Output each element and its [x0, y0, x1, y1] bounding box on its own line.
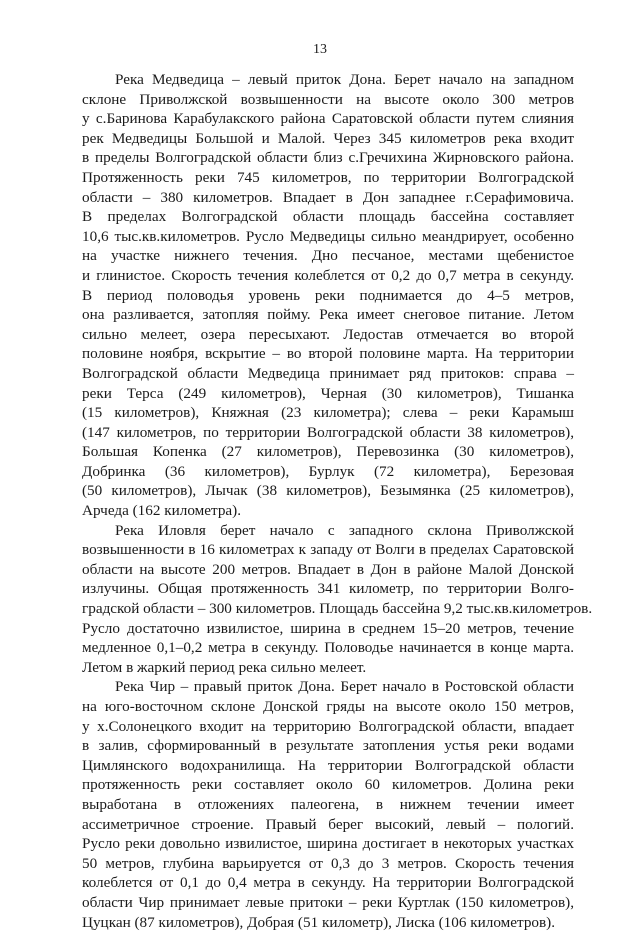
text-line: Река Медведица – левый приток Дона. Берет начало на западном	[115, 71, 574, 88]
text-line: она разливается, затопляя пойму. Река имеет снеговое питание. Летом	[82, 306, 574, 324]
text-line: 50 метров, глубина варьируется от 0,3 до 3 метров. Скорость течения	[82, 854, 574, 872]
text-line: в пределы Волгоградской области близ с.Гречихина Жирновского района.	[82, 149, 574, 167]
text-line: Цуцкан (87 километров), Добрая (51 километр), Лиска (106 километров).	[82, 913, 556, 931]
text-line: на юго-восточном склоне Донской гряды на высоте около 150 метров,	[82, 698, 574, 715]
text-line: Русло реки довольно извилистое, ширина достигает в некоторых участках	[82, 835, 574, 853]
text-line: протяженность реки составляет около 60 километров. Долина реки	[82, 776, 574, 794]
text-line: (50 километров), Лычак (38 километров), Безымянка (25 километров),	[82, 482, 574, 500]
text-line: рек Медведицы Большой и Малой. Через 345 километров река входит	[82, 129, 574, 147]
text-line: излучины. Общая протяженность 341 километр, по территории Волго-	[82, 580, 574, 598]
text-line: области на высоте 200 метров. Впадает в Дон в районе Малой Донской	[82, 560, 574, 578]
text-line: Добринка (36 километров), Бурлук (72 километра), Березовая	[82, 462, 574, 480]
text-line: медленное 0,1–0,2 метра в секунду. Половодье начинается в конце марта.	[82, 639, 574, 657]
text-line: Летом в жаркий период река сильно мелеет.	[82, 658, 367, 676]
document-body	[82, 70, 593, 932]
text-line: Река Чир – правый приток Дона. Берет начало в Ростовской области	[115, 678, 574, 696]
page-number: 13	[313, 42, 327, 57]
text-line: на участке нижнего течения. Дно песчаное, местами щебенистое	[82, 247, 574, 265]
text-line: ассиметричное строение. Правый берег высокий, левый – пологий.	[82, 815, 574, 833]
text-line: у х.Солонецкого входит на территорию Волгоградской области, впадает	[82, 717, 574, 735]
paragraph	[82, 521, 593, 678]
text-line: (15 километров), Княжная (23 километра); слева – реки Карамыш	[82, 404, 574, 422]
text-line: В пределах Волгоградской области площадь бассейна составляет	[82, 208, 574, 226]
text-line: области Чир принимает левые притоки – реки Куртлак (150 километров),	[82, 893, 574, 911]
text-line: половине ноября, вскрытие – во второй половине марта. На территории	[82, 345, 574, 363]
text-line: Протяженность реки 745 километров, по территории Волгоградской	[82, 168, 574, 186]
text-line: (147 километров, по территории Волгоградской области 38 километров),	[82, 423, 574, 441]
text-line: Арчеда (162 километра).	[82, 502, 242, 520]
text-line: Русло достаточно извилистое, ширина в среднем 15–20 метров, течение	[82, 619, 574, 637]
text-line: В период половодья уровень реки поднимается до 4–5 метров,	[82, 286, 574, 304]
text-line: и глинистое. Скорость течения колеблется от 0,2 до 0,7 метра в секунду.	[82, 266, 574, 284]
text-line: Волгоградской области Медведица принимает ряд притоков: справа –	[82, 364, 574, 382]
text-line: сильно мелеет, озера пересыхают. Ледостав отмечается во второй	[82, 325, 574, 343]
text-line: склоне Приволжской возвышенности на высоте около 300 метров	[82, 90, 574, 108]
text-line: выработана в отложениях палеогена, в нижнем течении имеет	[82, 795, 574, 813]
text-line: у с.Баринова Карабулакского района Саратовской области путем слияния	[82, 110, 574, 128]
text-line: колеблется от 0,1 до 0,4 метра в секунду. На территории Волгоградской	[82, 874, 574, 892]
text-line: Большая Копенка (27 километров), Перевозинка (30 километров),	[82, 443, 574, 461]
paragraph	[82, 70, 574, 521]
text-line: 10,6 тыс.кв.километров. Русло Медведицы сильно меандрирует, особенно	[82, 227, 574, 245]
text-line: в залив, сформированный в результате затопления устья реки водами	[82, 737, 574, 755]
text-line: Цимлянского водохранилища. На территории Волгоградской области	[82, 756, 574, 774]
text-line: области – 380 километров. Впадает в Дон западнее г.Серафимовича.	[82, 188, 574, 206]
paragraph	[82, 677, 574, 932]
text-line: возвышенности в 16 километрах к западу от Волги в пределах Саратовской	[82, 541, 574, 559]
text-line: градской области – 300 километров. Площадь бассейна 9,2 тыс.кв.километров.	[82, 600, 593, 618]
text-line: реки Терса (249 километров), Черная (30 километров), Тишанка	[82, 384, 574, 402]
text-line: Река Иловля берет начало с западного склона Приволжской	[115, 521, 574, 539]
